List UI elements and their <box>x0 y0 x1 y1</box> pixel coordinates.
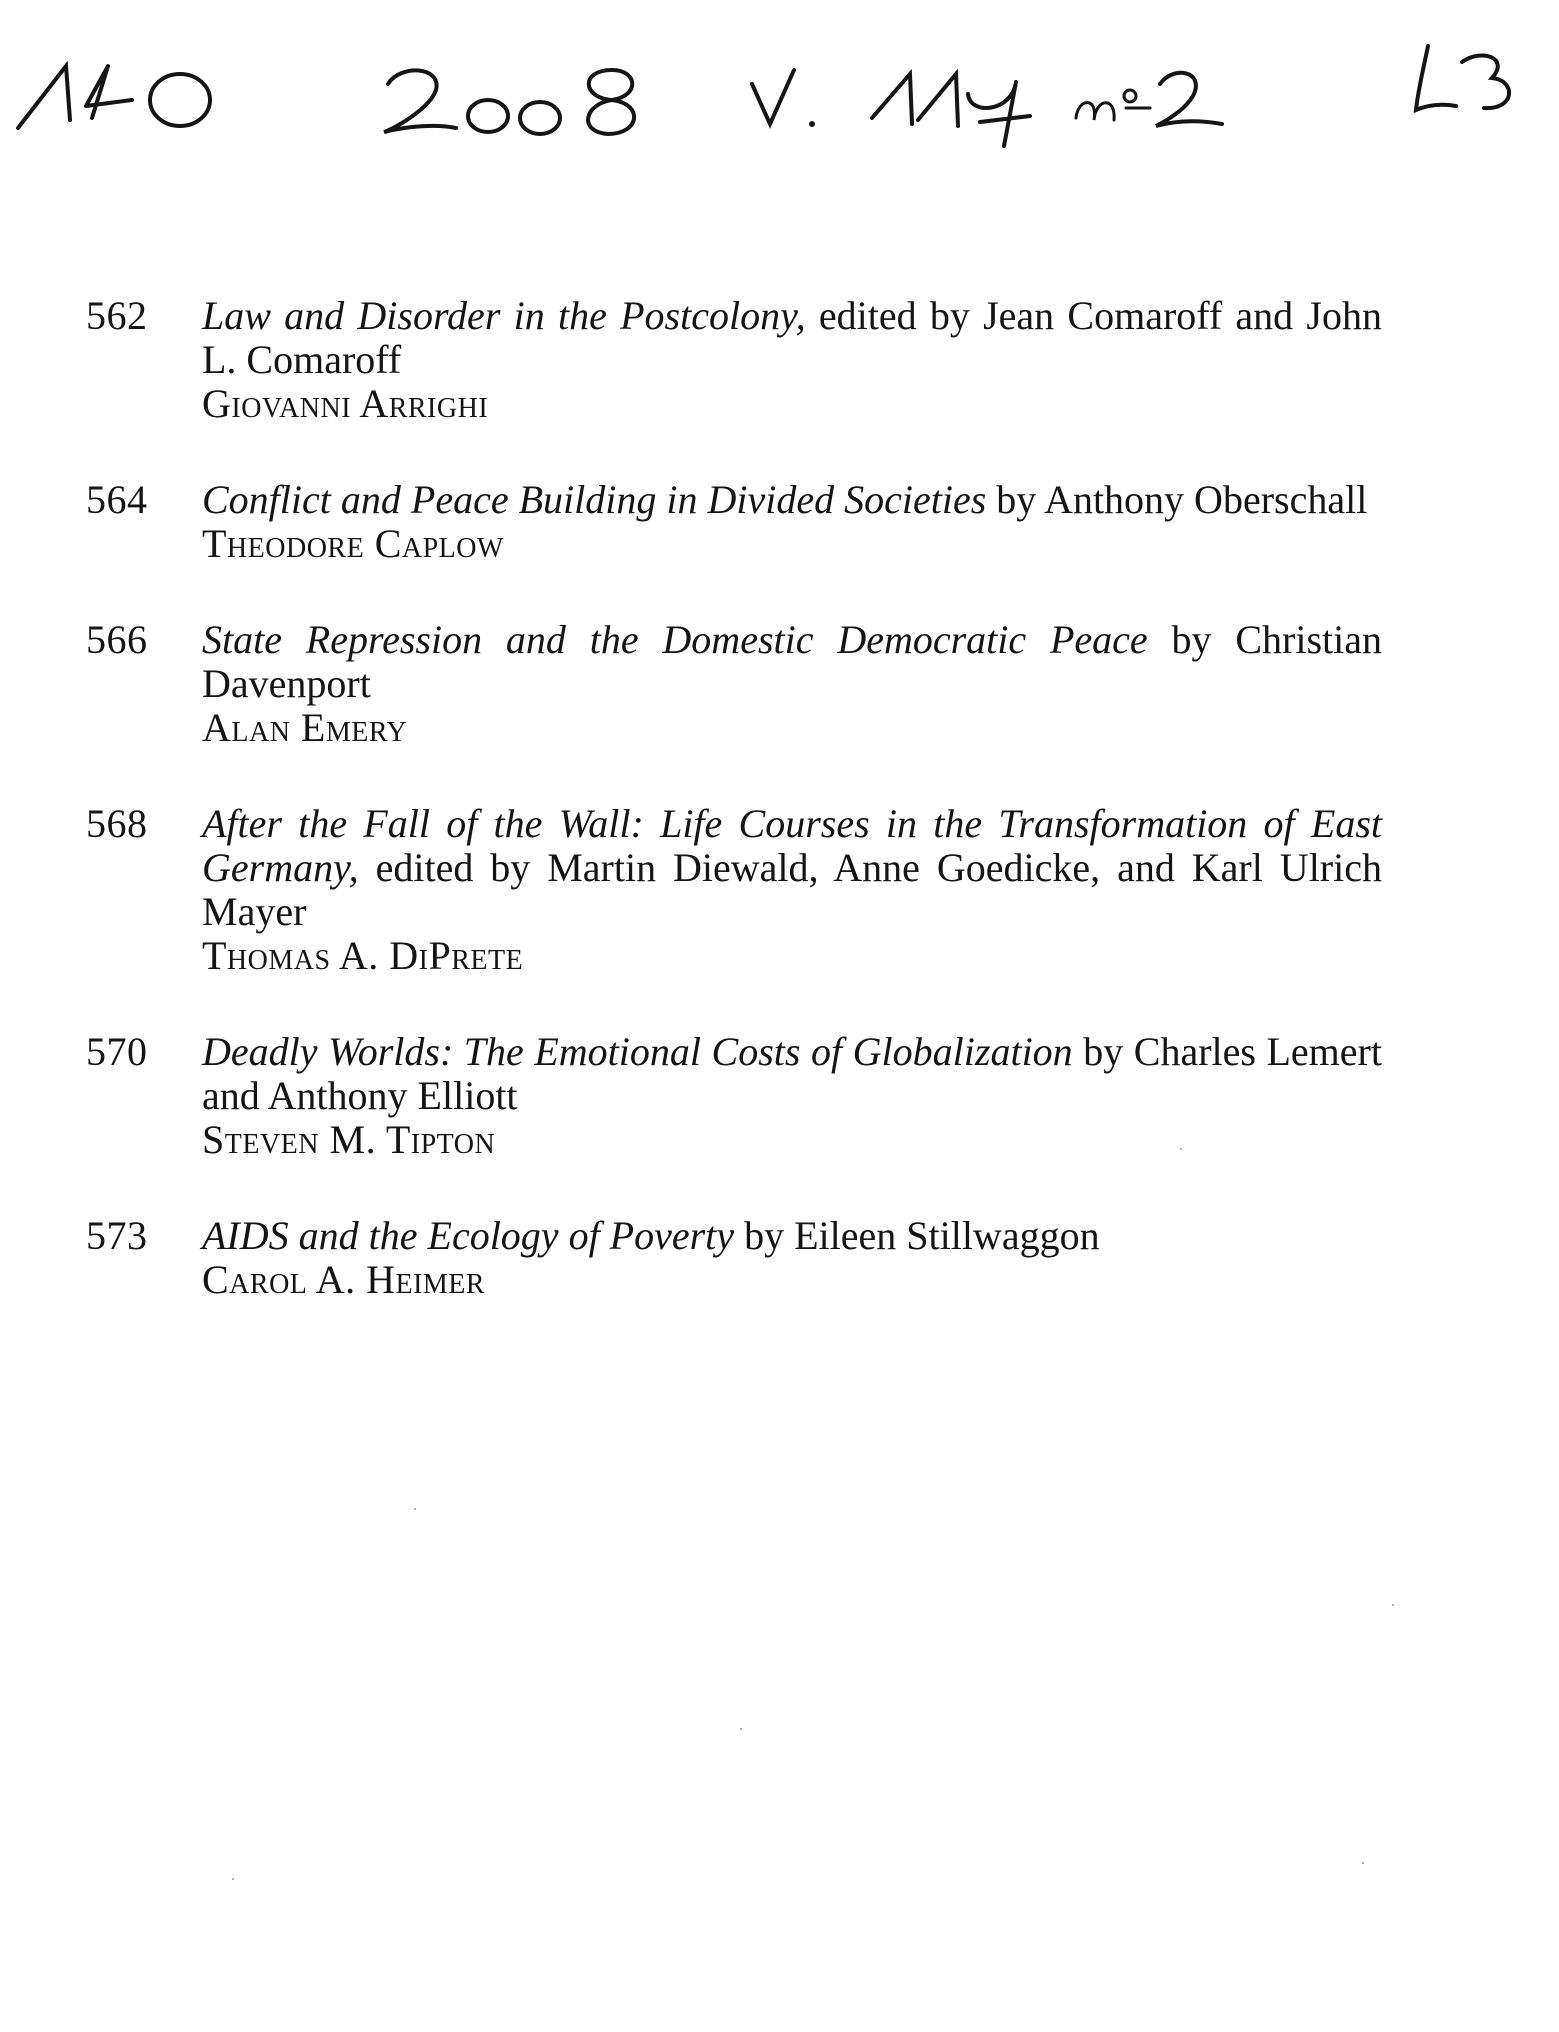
review-entry <box>86 1214 1386 1302</box>
book-title: AIDS and the Ecology of Poverty <box>202 1213 735 1258</box>
scan-speck <box>1392 1604 1394 1606</box>
book-citation <box>202 802 1382 934</box>
handwritten-issue <box>1076 73 1222 126</box>
book-citation <box>202 294 1382 382</box>
book-citation <box>202 478 1382 522</box>
scan-speck <box>232 1878 234 1880</box>
book-authors: by Charles Lemert and Anthony Elliott <box>202 1029 1382 1118</box>
entry-body <box>202 618 1382 750</box>
review-entry <box>86 478 1386 566</box>
entry-body <box>202 1214 1382 1302</box>
page-number: 570 <box>86 1029 148 1074</box>
book-title: After the Fall of the Wall: Life Courses in the Transformation of East Germany, <box>202 801 1382 890</box>
book-title: Deadly Worlds: The Emotional Costs of Globalization <box>202 1029 1073 1074</box>
page-number: 564 <box>86 477 148 522</box>
book-title: State Repression and the Domestic Democratic Peace <box>202 617 1148 662</box>
scan-speck <box>1180 1148 1182 1150</box>
review-entry <box>86 294 1386 426</box>
handwritten-year <box>384 70 634 134</box>
entry-body <box>202 294 1382 426</box>
reviewer-name: Theodore Caplow <box>202 521 504 566</box>
page-number: 568 <box>86 801 148 846</box>
scan-speck <box>740 1728 742 1730</box>
book-title: Law and Disorder in the Postcolony, <box>202 293 806 338</box>
page-number: 566 <box>86 617 148 662</box>
book-authors: by Anthony Oberschall <box>986 477 1368 522</box>
book-authors: edited by Martin Diewald, Anne Goedicke, and Karl Ulrich Mayer <box>202 845 1382 934</box>
page-number: 562 <box>86 293 148 338</box>
entry-body <box>202 1030 1382 1162</box>
book-authors: edited by Jean Comaroff and John L. Comaroff <box>202 293 1382 382</box>
review-entry <box>86 802 1386 978</box>
review-entry <box>86 1030 1386 1162</box>
reviewer-name: Thomas A. DiPrete <box>202 933 524 978</box>
scan-speck <box>414 1508 416 1510</box>
page-number: 573 <box>86 1213 148 1258</box>
entry-body <box>202 802 1382 978</box>
handwritten-location <box>1416 46 1509 110</box>
book-citation <box>202 1030 1382 1118</box>
reviewer-name: Carol A. Heimer <box>202 1257 486 1302</box>
book-title: Conflict and Peace Building in Divided Societies <box>202 477 987 522</box>
reviewer-name: Steven M. Tipton <box>202 1117 496 1162</box>
review-list <box>86 294 1386 1354</box>
reviewer-name: Giovanni Arrighi <box>202 381 489 426</box>
book-authors: by Christian Davenport <box>202 617 1382 706</box>
handwritten-annotation <box>0 0 1559 200</box>
reviewer-name: Alan Emery <box>202 705 408 750</box>
scan-speck <box>1362 1862 1364 1864</box>
handwritten-call-number <box>18 66 210 128</box>
book-citation <box>202 1214 1382 1258</box>
book-authors: by Eileen Stillwaggon <box>734 1213 1100 1258</box>
handwritten-volume <box>752 70 1030 146</box>
review-entry <box>86 618 1386 750</box>
book-citation <box>202 618 1382 706</box>
entry-body <box>202 478 1382 566</box>
